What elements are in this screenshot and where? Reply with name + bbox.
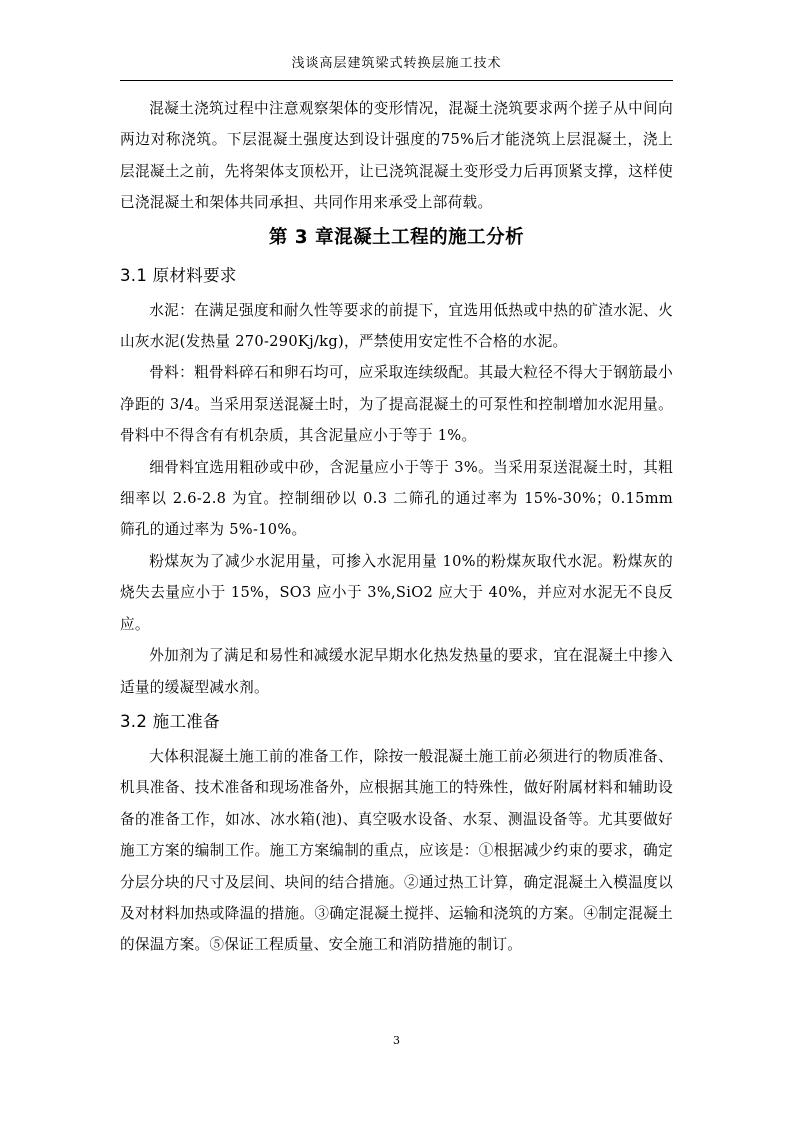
running-header: 浅谈高层建筑梁式转换层施工技术 (291, 56, 502, 71)
intro-paragraph: 混凝土浇筑过程中注意观察架体的变形情况，混凝土浇筑要求两个搓子从中间向两边对称浇筑。下层混凝土强度达到设计强度的75%后才能浇筑上层混凝土，浇上层混凝土之前，先将架体支顶松开，让已浇筑混凝土变形受力后再顶紧支撑，这样使已浇混凝土和架体共同承担、共同作用来承受上部荷载。 (120, 100, 673, 212)
paragraph-preparation: 大体积混凝土施工前的准备工作，除按一般混凝土施工前必须进行的物质准备、机具准备、技术准备和现场准备外，应根据其施工的特殊性，做好附属材料和辅助设备的准备工作，如冰、冰水箱(池)、真空吸水设备、水泵、测温设备等。尤其要做好施工方案的编制工作。施工方案编制的重点，应该是：①根据减少约束的要求，确定分层分块的尺寸及层间、块间的结合措施。②通过热工计算，确定混凝土入模温度以及对材料加热或降温的措施。③确定混凝土搅拌、运输和浇筑的方案。④制定混凝土的保温方案。⑤保证工程质量、安全施工和消防措施的制订。 (120, 747, 673, 954)
header-divider (120, 80, 673, 81)
paragraph-fly-ash: 粉煤灰为了减少水泥用量，可掺入水泥用量 10%的粉煤灰取代水泥。粉煤灰的烧失去量应小于 15%，SO3 应小于 3%,SiO2 应大于 40%，并应对水泥无不良反应。 (120, 552, 673, 633)
paragraph-admixture: 外加剂为了满足和易性和减缓水泥早期水化热发热量的要求，宜在混凝土中掺入适量的缓凝型减水剂。 (120, 647, 673, 696)
section-heading-raw-materials: 3.1 原材料要求 (120, 265, 237, 285)
page-body (120, 93, 673, 961)
section-heading-preparation: 3.2 施工准备 (120, 711, 220, 731)
paragraph-cement: 水泥：在满足强度和耐久性等要求的前提下，宜选用低热或中热的矿渣水泥、火山灰水泥(发热量 270-290Kj/kg)，严禁使用安定性不合格的水泥。 (120, 301, 673, 351)
chapter-title: 第 3 章混凝土工程的施工分析 (268, 226, 525, 248)
page-number: 3 (393, 1034, 400, 1047)
paragraph-aggregate: 骨料：粗骨料碎石和卵石均可，应采取连续级配。其最大粒径不得大于钢筋最小净距的 3/4。当采用泵送混凝土时，为了提高混凝土的可泵性和控制增加水泥用量。骨料中不得含有有机杂质，其含泥量应小于等于 1%。 (120, 364, 673, 445)
paragraph-fine-aggregate: 细骨料宜选用粗砂或中砂，含泥量应小于等于 3%。当采用泵送混凝土时，其粗细率以 2.6-2.8 为宜。控制细砂以 0.3 二筛孔的通过率为 15%-30%；0.15mm 筛孔的通过率为 5%-10%。 (120, 458, 673, 539)
